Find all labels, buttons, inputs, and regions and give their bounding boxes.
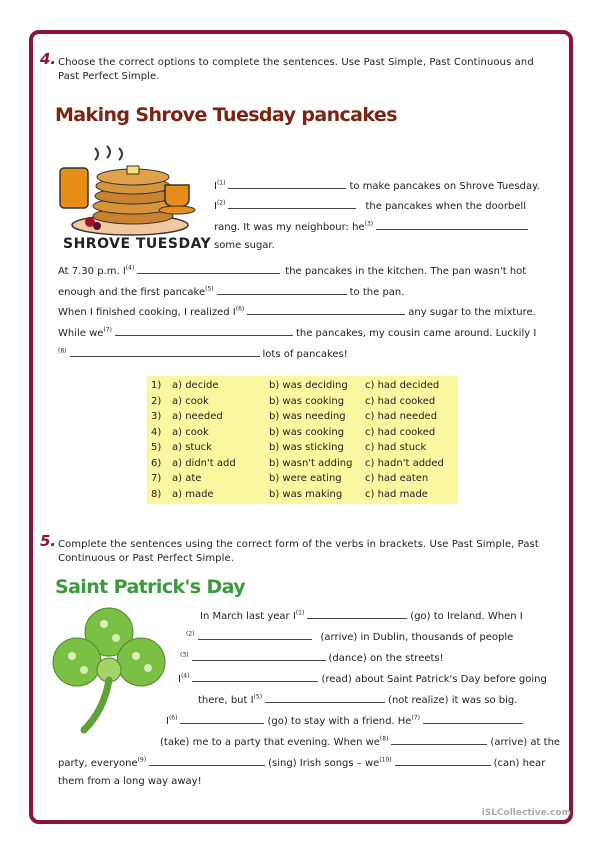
ex5-sentence-3 xyxy=(180,650,444,664)
answer-blank[interactable] xyxy=(198,629,312,640)
gap-number: (9) xyxy=(137,756,147,764)
answer-blank[interactable] xyxy=(180,713,264,724)
ex4-sentence-6 xyxy=(58,284,404,298)
exercise-5-title: Saint Patrick's Day xyxy=(55,576,246,598)
option-b[interactable]: b) wasn't adding xyxy=(269,457,353,469)
ex5-sentence-9: them from a long way away! xyxy=(58,776,202,787)
option-a[interactable]: a) didn't add xyxy=(172,457,236,469)
instructions-line: Complete the sentences using the correct form of the verbs in brackets. Use Past Simple, Past xyxy=(58,539,539,550)
instructions-line: Continuous or Past Perfect Simple. xyxy=(58,553,235,564)
option-a[interactable]: a) made xyxy=(172,488,214,500)
text: the pancakes, my cousin came around. Luckily I xyxy=(295,328,537,339)
option-b[interactable]: b) was cooking xyxy=(269,395,345,407)
answer-blank[interactable] xyxy=(265,692,385,703)
text: enough and the first pancake xyxy=(58,287,206,298)
exercise-5-instructions xyxy=(58,538,539,566)
options-box xyxy=(147,376,458,504)
ex4-sentence-5 xyxy=(58,263,526,277)
option-c[interactable]: c) had stuck xyxy=(365,442,427,453)
exercise-4-number: 4. xyxy=(40,50,57,68)
option-c[interactable]: c) had cooked xyxy=(365,395,436,407)
gap-number: (4) xyxy=(180,672,190,680)
option-c[interactable]: c) had needed xyxy=(365,411,438,422)
option-a[interactable]: a) stuck xyxy=(172,442,212,453)
gap-number: (7) xyxy=(103,326,112,334)
ex5-sentence-8 xyxy=(58,755,545,769)
answer-blank[interactable] xyxy=(423,713,523,724)
text: (take) me to a party that evening. When we xyxy=(160,737,380,748)
answer-blank[interactable] xyxy=(395,755,491,766)
ex4-sentence-4: some sugar. xyxy=(214,240,275,251)
option-number: 4) xyxy=(151,426,162,438)
text: the pancakes in the kitchen. The pan wasn't hot xyxy=(285,266,527,277)
text: (go) to Ireland. When I xyxy=(410,611,523,622)
text: rang. It was my neighbour: he xyxy=(214,222,365,233)
option-a[interactable]: a) ate xyxy=(172,473,202,484)
text: I xyxy=(166,716,169,727)
text: (read) about Saint Patrick's Day before going xyxy=(321,674,547,685)
option-number: 2) xyxy=(151,395,162,407)
answer-blank[interactable] xyxy=(391,734,487,745)
option-number: 3) xyxy=(151,411,162,422)
option-number: 1) xyxy=(151,380,162,391)
ex5-sentence-7 xyxy=(160,734,560,748)
gap-number: (2) xyxy=(216,199,226,207)
gap-number: (4) xyxy=(125,264,135,272)
option-a[interactable]: a) cook xyxy=(172,426,209,438)
answer-blank[interactable] xyxy=(228,178,346,189)
option-c[interactable]: c) had cooked xyxy=(365,426,436,438)
option-number: 7) xyxy=(151,473,162,484)
gap-number: (6) xyxy=(235,305,245,313)
option-b[interactable]: b) was deciding xyxy=(269,380,348,391)
option-a[interactable]: a) cook xyxy=(172,395,209,407)
option-number: 6) xyxy=(151,457,162,469)
image-caption: SHROVE TUESDAY xyxy=(63,236,212,252)
gap-number: (5) xyxy=(253,693,263,701)
answer-blank[interactable] xyxy=(192,650,326,661)
option-c[interactable]: c) had eaten xyxy=(365,473,429,484)
shamrock-icon xyxy=(44,600,174,740)
text: (arrive) at the xyxy=(490,737,561,748)
exercise-4-instructions xyxy=(58,56,534,84)
ex4-sentence-2 xyxy=(214,198,526,212)
answer-blank[interactable] xyxy=(228,198,356,209)
pancake-stack-icon xyxy=(55,140,205,240)
option-c[interactable]: c) had made xyxy=(365,488,428,500)
text: (can) hear xyxy=(493,758,546,769)
gap-number: (3) xyxy=(364,220,374,228)
ex4-sentence-3 xyxy=(214,219,531,233)
option-c[interactable]: c) hadn't added xyxy=(365,457,444,469)
text: I xyxy=(214,201,217,212)
text: to make pancakes on Shrove Tuesday. xyxy=(349,181,540,192)
text: any sugar to the mixture. xyxy=(408,307,536,318)
ex4-sentence-7 xyxy=(58,304,536,318)
pancake-illustration xyxy=(55,140,212,260)
instructions-line: Choose the correct options to complete the sentences. Use Past Simple, Past Continuous and xyxy=(58,57,534,68)
option-b[interactable]: b) was sticking xyxy=(269,442,344,453)
text: party, everyone xyxy=(58,758,138,769)
answer-blank[interactable] xyxy=(376,219,528,230)
answer-blank[interactable] xyxy=(217,284,347,295)
option-b[interactable]: b) were eating xyxy=(269,473,342,484)
gap-number: (7) xyxy=(411,714,420,722)
gap-number: (8) xyxy=(58,347,67,355)
text: I xyxy=(178,674,181,685)
answer-blank[interactable] xyxy=(149,755,265,766)
ex5-sentence-5 xyxy=(198,692,517,706)
gap-number: (3) xyxy=(180,651,189,659)
gap-number: (8) xyxy=(379,735,389,743)
answer-blank[interactable] xyxy=(247,304,405,315)
option-c[interactable]: c) had decided xyxy=(365,380,440,391)
gap-number: (1) xyxy=(216,179,226,187)
text: (dance) on the streets! xyxy=(328,653,444,664)
option-number: 8) xyxy=(151,488,162,500)
option-number: 5) xyxy=(151,442,162,453)
text: At 7.30 p.m. I xyxy=(58,266,126,277)
gap-number: (5) xyxy=(205,285,214,293)
option-row xyxy=(147,411,458,427)
answer-blank[interactable] xyxy=(137,263,280,274)
ex4-sentence-8 xyxy=(58,325,536,339)
gap-number: (6) xyxy=(168,714,178,722)
option-a[interactable]: a) needed xyxy=(172,411,223,422)
option-b[interactable]: b) was cooking xyxy=(269,426,345,438)
option-row xyxy=(147,473,458,489)
option-row xyxy=(147,427,458,443)
gap-number: (10) xyxy=(379,756,392,764)
shamrock-illustration xyxy=(44,600,174,740)
option-b[interactable]: b) was making xyxy=(269,488,343,500)
instructions-line: Past Perfect Simple. xyxy=(58,71,160,82)
exercise-4-title: Making Shrove Tuesday pancakes xyxy=(55,104,397,126)
text: I xyxy=(214,181,217,192)
text: (go) to stay with a friend. He xyxy=(267,716,412,727)
option-b[interactable]: b) was needing xyxy=(269,411,346,422)
option-row xyxy=(147,489,458,505)
text: to the pan. xyxy=(349,287,405,298)
ex4-sentence-1 xyxy=(214,178,540,192)
ex5-sentence-6 xyxy=(166,713,526,727)
option-row xyxy=(147,380,458,396)
footer-watermark: iSLCollective.com xyxy=(481,808,571,818)
ex5-sentence-1 xyxy=(200,608,523,622)
option-row xyxy=(147,442,458,458)
gap-number: (1) xyxy=(295,609,305,617)
answer-blank[interactable] xyxy=(70,346,260,357)
text: the pancakes when the doorbell xyxy=(365,201,526,212)
text: When I finished cooking, I realized I xyxy=(58,307,236,318)
option-row xyxy=(147,458,458,474)
option-a[interactable]: a) decide xyxy=(172,380,219,391)
answer-blank[interactable] xyxy=(307,608,407,619)
answer-blank[interactable] xyxy=(192,671,318,682)
ex4-sentence-9 xyxy=(58,346,348,360)
text: (arrive) in Dublin, thousands of people xyxy=(320,632,514,643)
text: (sing) Irish songs – we xyxy=(268,758,380,769)
ex5-sentence-2 xyxy=(186,629,513,643)
exercise-5-number: 5. xyxy=(40,532,57,550)
text: lots of pancakes! xyxy=(262,349,348,360)
option-row xyxy=(147,396,458,412)
text: there, but I xyxy=(198,695,254,706)
text: While we xyxy=(58,328,104,339)
ex5-sentence-4 xyxy=(178,671,547,685)
text: (not realize) it was so big. xyxy=(388,695,518,706)
gap-number: (2) xyxy=(186,630,195,638)
text: In March last year I xyxy=(200,611,296,622)
answer-blank[interactable] xyxy=(115,325,293,336)
